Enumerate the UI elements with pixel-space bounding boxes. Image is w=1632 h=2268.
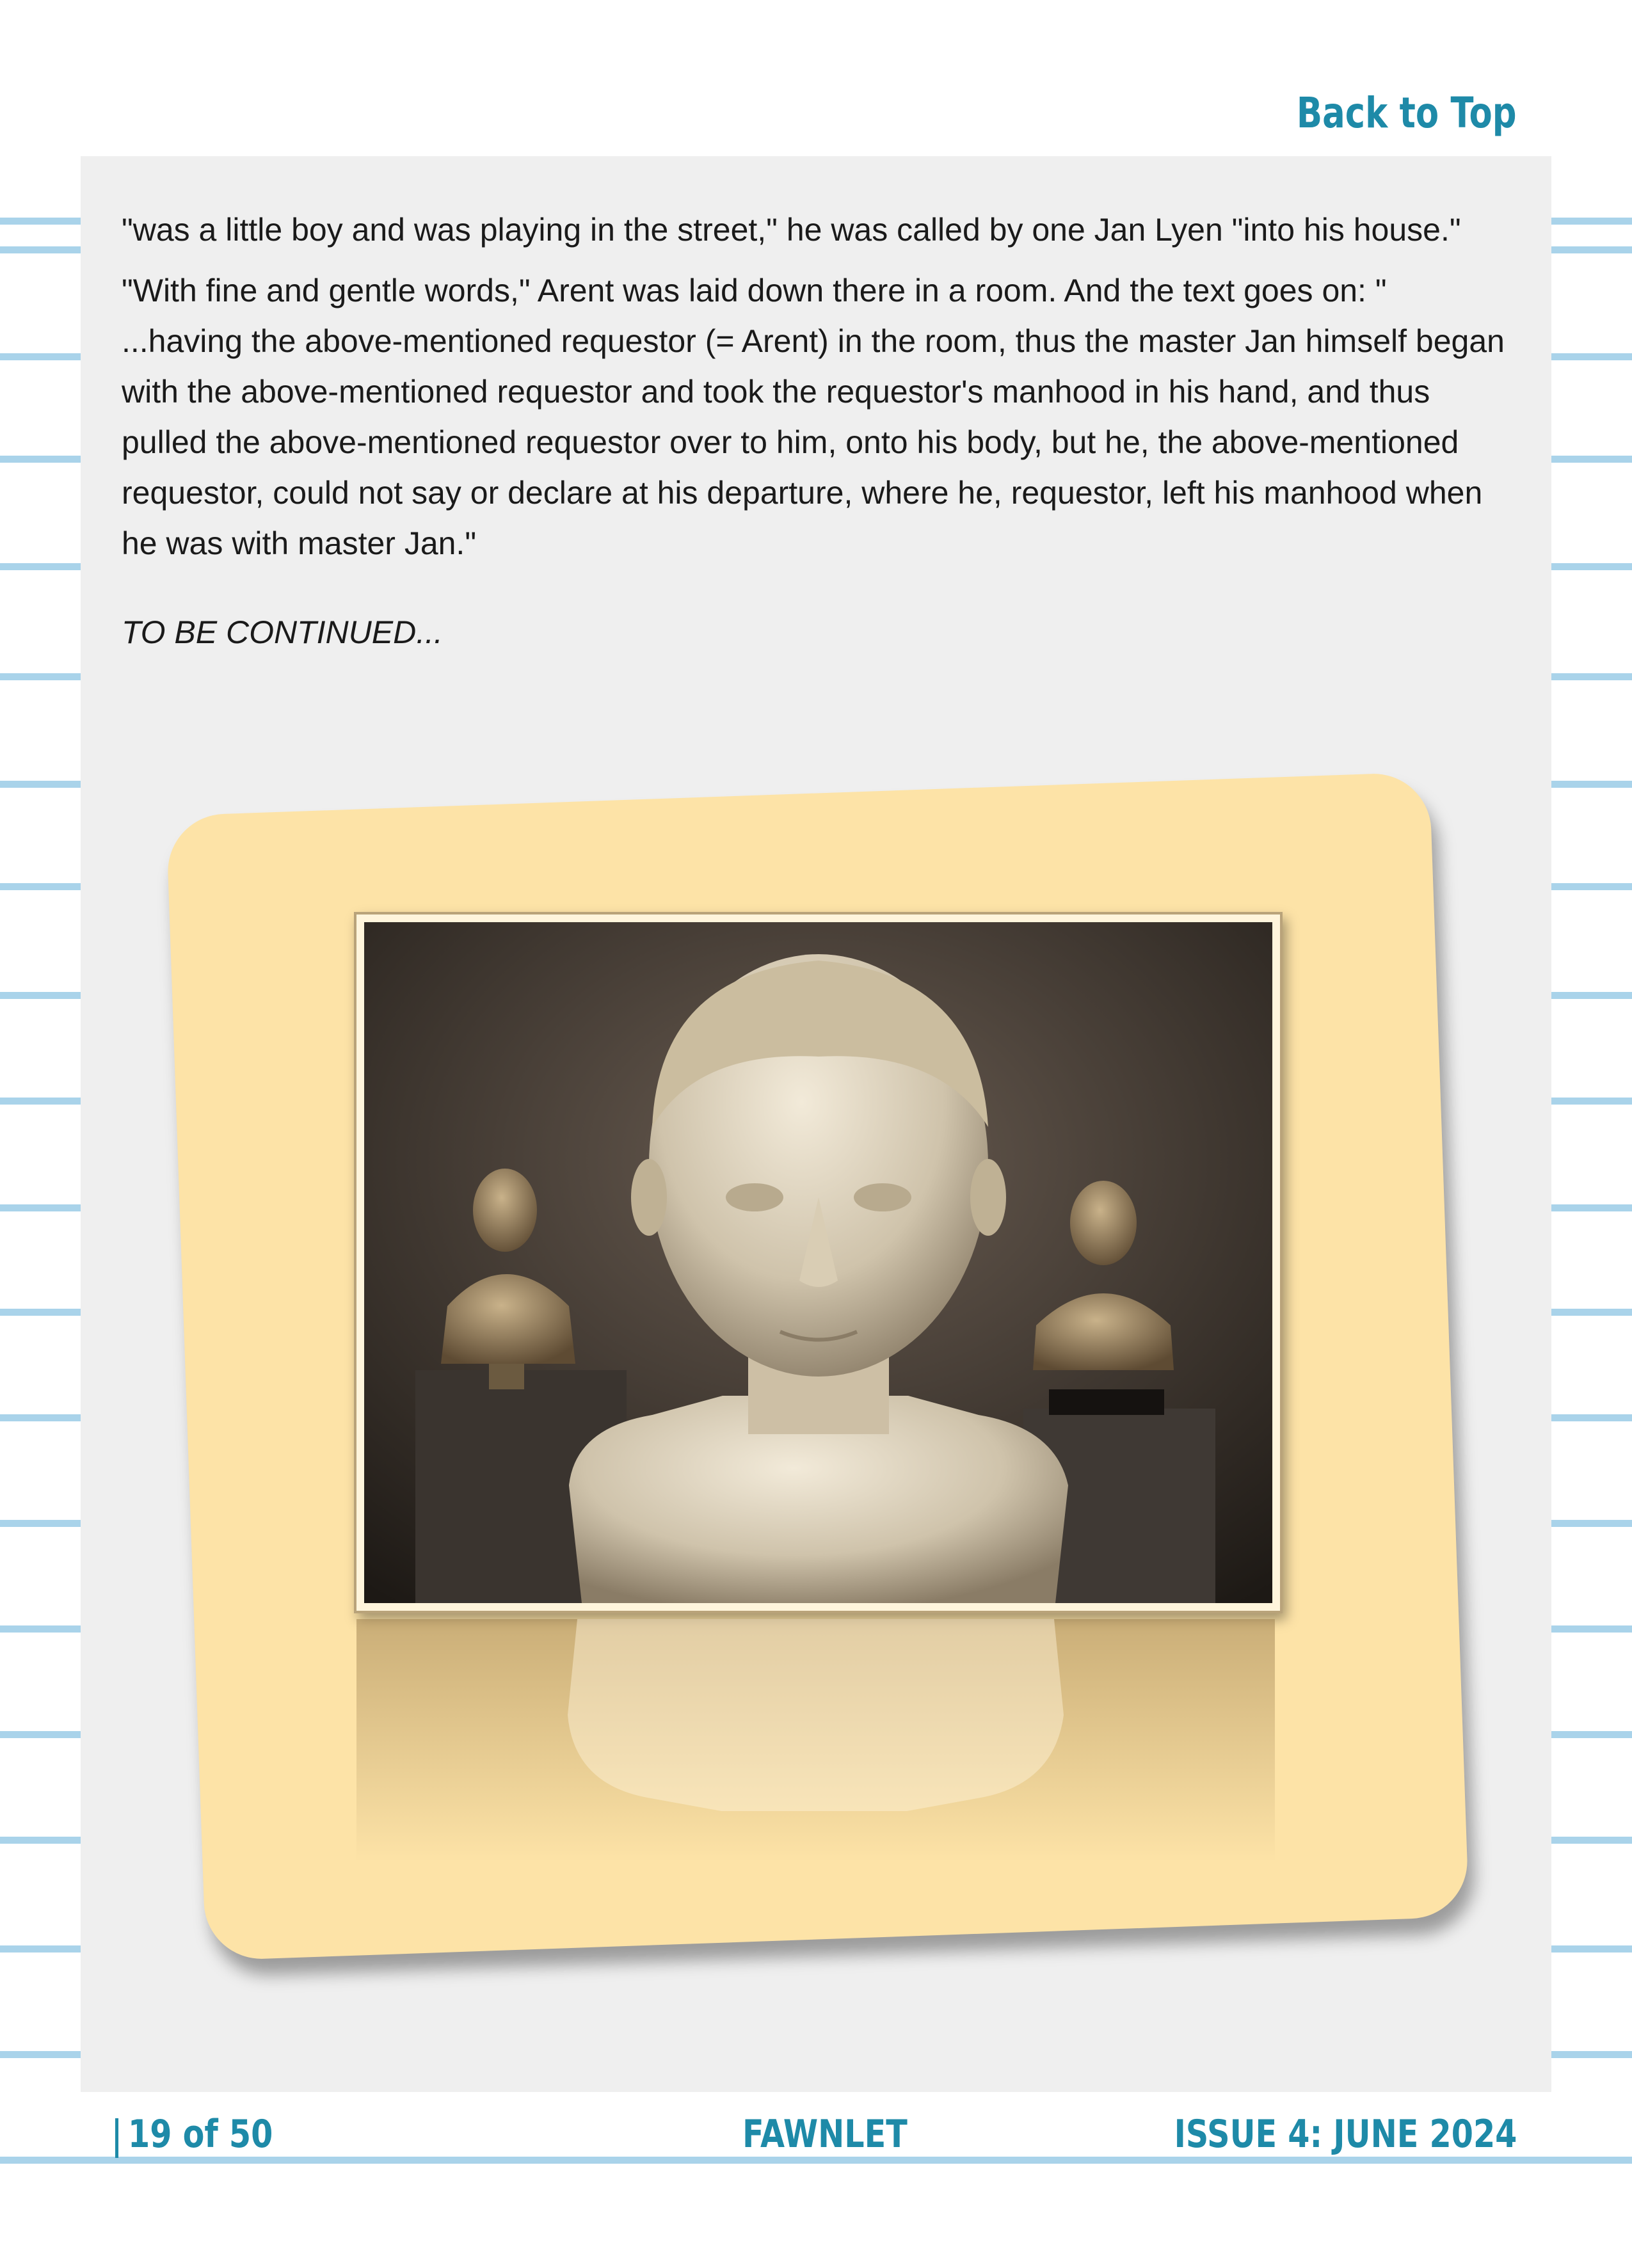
page-number: 19 of 50 xyxy=(128,2112,273,2157)
to-be-continued: TO BE CONTINUED... xyxy=(122,614,443,650)
article-paragraph-1: "was a little boy and was playing in the street," he was called by one Jan Lyen "into his house." xyxy=(122,212,1461,248)
back-to-top-link[interactable]: Back to Top xyxy=(1297,88,1517,138)
reflection-shape xyxy=(356,1619,1275,1862)
magazine-name: FAWNLET xyxy=(742,2112,908,2157)
article-body xyxy=(122,205,1510,668)
page-footer xyxy=(0,2112,1632,2163)
roman-bust-photo xyxy=(364,922,1272,1603)
footer-divider xyxy=(115,2118,118,2158)
photo-reflection xyxy=(356,1619,1275,1862)
photo-border xyxy=(354,912,1283,1613)
article-paragraph-2: "With fine and gentle words," Arent was laid down there in a room. And the text goes on: " ...having the above-mentioned requestor (= Arent) in the room, thus the master Jan himself began with the above-mentioned requestor and took the requestor's manhood in his hand, and thus pulled the above-mentioned requestor over to him, onto his body, but he, the above-mentioned requestor, could not say or declare at his departure, where he, requestor, left his manhood when he was with master Jan." xyxy=(122,273,1505,561)
issue-label: ISSUE 4: JUNE 2024 xyxy=(1174,2112,1517,2157)
